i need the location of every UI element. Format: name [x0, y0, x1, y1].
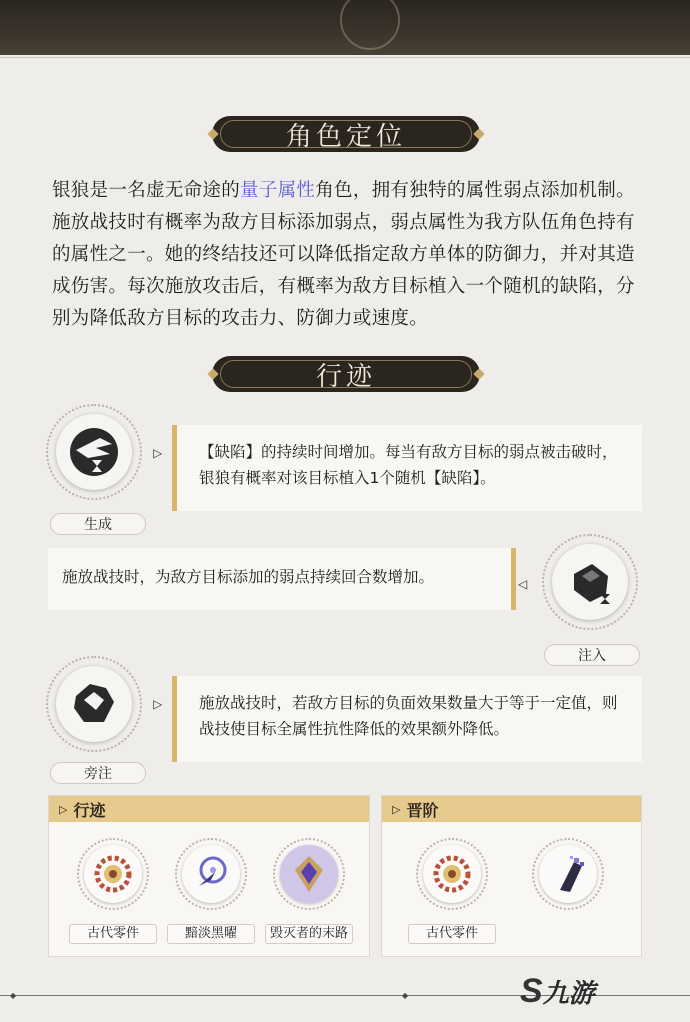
panel-title: 行迹	[73, 800, 106, 820]
trace-label-generate: 生成	[50, 513, 146, 535]
arrow-left-icon: ◁	[518, 577, 528, 591]
gear-icon	[430, 852, 474, 896]
watermark-text: 九游	[542, 978, 595, 1008]
material-label: 古代零件	[69, 924, 157, 944]
divider-dot-icon: ◆	[10, 991, 17, 1000]
section-title-text: 行迹	[315, 361, 376, 392]
trace-desc-generate: 【缺陷】的持续时间增加。每当有敌方目标的弱点被击破时，银狼有概率对该目标植入1个随机【缺陷】。	[172, 425, 642, 511]
annotation-icon	[66, 676, 122, 732]
top-banner	[0, 0, 690, 55]
trace-label-annotation: 旁注	[50, 762, 146, 784]
panel-header	[382, 796, 641, 822]
divider-dot-icon: ◆	[402, 991, 409, 1000]
material-item[interactable]	[167, 838, 255, 944]
play-arrow-icon: ▷	[392, 802, 401, 816]
trace-desc-annotation: 施放战技时，若敌方目标的负面效果数量大于等于一定值，则战技使目标全属性抗性降低的效果额外降低。	[172, 676, 642, 762]
arrow-right-icon: ▷	[153, 446, 163, 460]
trace-label-inject: 注入	[544, 644, 640, 666]
materials-ascension-panel	[381, 795, 642, 957]
pixel-shard-icon	[546, 852, 590, 896]
arrow-right-icon: ▷	[153, 697, 163, 711]
trace-inject-disc[interactable]	[542, 534, 638, 630]
intro-paragraph	[52, 175, 652, 335]
gear-icon	[91, 852, 135, 896]
material-label: 黯淡黑曜	[167, 924, 255, 944]
play-arrow-icon: ▷	[59, 802, 68, 816]
material-item[interactable]	[69, 838, 157, 944]
material-label: 毁灭者的末路	[265, 924, 353, 944]
divider	[0, 57, 690, 58]
rune-decoration-icon	[340, 0, 400, 50]
trace-desc-inject: 施放战技时，为敌方目标添加的弱点持续回合数增加。	[48, 548, 516, 610]
crystal-icon	[287, 852, 331, 896]
intro-text-1: 银狼是一名虚无命途的	[52, 180, 241, 201]
materials-traces-panel	[48, 795, 370, 957]
intro-text-2: 角色，拥有独特的属性弱点添加机制。施放战技时有概率为敌方目标添加弱点，弱点属性为我方队伍角色持有的属性之一。她的终结技还可以降低指定敌方单体的防御力，并对其造成伤害。每次施放攻击后，有概率为敌方目标植入一个随机的缺陷，分别为降低敌方目标的攻击力、防御力或速度。	[52, 180, 635, 329]
intro-highlight: 量子属性	[240, 180, 316, 201]
trace-generate-disc[interactable]	[46, 404, 142, 500]
section-title-text: 角色定位	[285, 121, 406, 152]
material-label: 古代零件	[408, 924, 496, 944]
generate-icon	[66, 424, 122, 480]
material-item[interactable]	[524, 838, 612, 910]
inject-cube-icon	[562, 554, 618, 610]
panel-header	[49, 796, 369, 822]
trace-annotation-disc[interactable]	[46, 656, 142, 752]
material-item[interactable]	[408, 838, 496, 944]
section-title-role	[212, 116, 480, 152]
watermark-s: S	[520, 972, 543, 1010]
compass-icon	[189, 852, 233, 896]
section-title-traces	[212, 356, 480, 392]
panel-title: 晋阶	[406, 800, 439, 820]
material-item[interactable]	[265, 838, 353, 944]
watermark-logo	[520, 972, 595, 1011]
